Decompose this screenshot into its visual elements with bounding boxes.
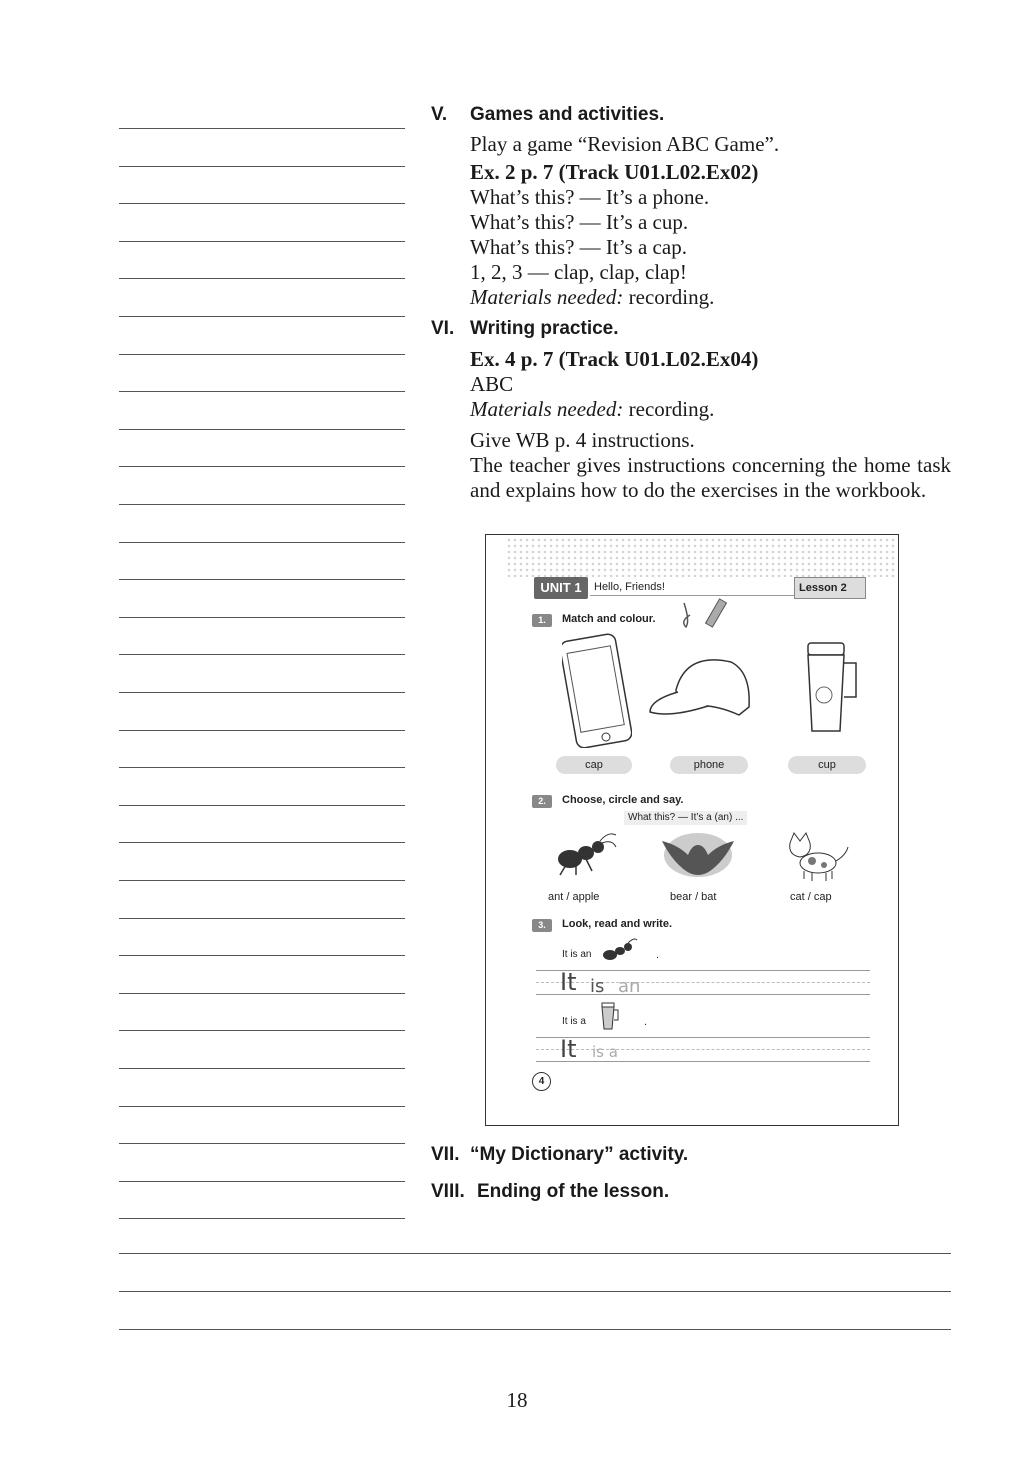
pencil-icon <box>678 597 738 633</box>
materials-label: Materials needed: <box>470 285 624 309</box>
exercise-badge: 1. <box>532 614 552 627</box>
section-viii-heading <box>431 1181 669 1203</box>
section-number: V. <box>431 104 448 125</box>
cup-icon <box>798 637 864 737</box>
trace-word: is <box>590 976 605 997</box>
note-line <box>119 391 405 392</box>
word-pill: phone <box>670 756 748 774</box>
chant-line: What’s this? — It’s a cup. <box>470 210 689 234</box>
unit-title: Hello, Friends! <box>594 581 665 593</box>
decorative-dots <box>506 537 896 577</box>
note-line <box>119 1106 405 1107</box>
materials-line <box>470 285 951 310</box>
note-line <box>119 1181 405 1182</box>
note-line <box>119 278 405 279</box>
trace-word: It <box>560 968 577 996</box>
note-line <box>119 617 405 618</box>
note-line <box>119 203 405 204</box>
exercise-badge: 2. <box>532 795 552 808</box>
cup-small-icon <box>598 1001 622 1031</box>
workbook-page-image <box>485 534 899 1126</box>
ant-small-icon <box>598 937 638 965</box>
materials-label: Materials needed: <box>470 397 624 421</box>
lesson-label: Lesson 2 <box>794 577 866 599</box>
writing-line <box>536 1061 870 1062</box>
materials-value: recording. <box>623 285 715 309</box>
ant-icon <box>552 829 622 879</box>
teacher-paragraph: The teacher gives instructions concerning the home task and explains how to do the exercises in the workbook. <box>470 453 951 502</box>
note-line <box>119 466 405 467</box>
exercise-ref: Ex. 4 p. 7 (Track U01.L02.Ex04) <box>470 347 759 371</box>
sentence-dot: . <box>656 949 660 961</box>
note-line <box>119 1068 405 1069</box>
note-line <box>119 654 405 655</box>
note-line <box>119 918 405 919</box>
note-line <box>119 316 405 317</box>
note-line <box>119 579 405 580</box>
trace-word: an <box>618 976 641 997</box>
note-line-full <box>119 1291 951 1292</box>
cap-icon <box>646 650 756 725</box>
note-line <box>119 128 405 129</box>
sentence-prompt: It is a <box>562 1016 586 1027</box>
phone-icon <box>562 633 632 748</box>
section-title: Ending of the lesson. <box>477 1181 670 1202</box>
cat-icon <box>782 831 852 883</box>
note-line <box>119 166 405 167</box>
writing-line <box>536 994 870 995</box>
note-line <box>119 1218 405 1219</box>
note-line <box>119 993 405 994</box>
chant-line: What’s this? — It’s a phone. <box>470 185 710 209</box>
word-pill: cap <box>556 756 632 774</box>
exercise-title: Choose, circle and say. <box>562 794 684 806</box>
note-line-full <box>119 1253 951 1254</box>
section-vi-heading <box>431 318 619 340</box>
writing-guide <box>536 982 870 983</box>
trace-word: is a <box>592 1043 618 1061</box>
word-choice: bear / bat <box>670 891 717 903</box>
workbook-page-number: 4 <box>532 1072 551 1091</box>
game-line: Play a game “Revision ABC Game”. <box>470 132 780 156</box>
note-line <box>119 504 405 505</box>
header-rule <box>590 595 796 596</box>
section-number: VIII. <box>431 1181 465 1202</box>
note-line <box>119 805 405 806</box>
note-line <box>119 1143 405 1144</box>
note-line <box>119 692 405 693</box>
section-v-heading <box>431 104 664 126</box>
word-choice: ant / apple <box>548 891 600 903</box>
note-line <box>119 429 405 430</box>
note-line <box>119 767 405 768</box>
writing-line <box>536 1037 870 1038</box>
sentence-dot: . <box>644 1016 648 1028</box>
materials-line <box>470 397 951 422</box>
note-line <box>119 1030 405 1031</box>
note-line <box>119 955 405 956</box>
materials-value: recording. <box>623 397 715 421</box>
section-vii-heading <box>431 1144 688 1166</box>
note-line <box>119 730 405 731</box>
page-number: 18 <box>506 1388 528 1412</box>
trace-word: It <box>560 1035 577 1063</box>
word-pill: cup <box>788 756 866 774</box>
note-line <box>119 354 405 355</box>
exercise-title: Match and colour. <box>562 613 656 625</box>
note-line-full <box>119 1329 951 1330</box>
exercise-ref: Ex. 2 p. 7 (Track U01.L02.Ex02) <box>470 160 759 184</box>
section-title: Writing practice. <box>470 318 619 339</box>
note-line <box>119 880 405 881</box>
unit-badge: UNIT 1 <box>534 577 588 599</box>
word-choice: cat / cap <box>790 891 832 903</box>
sentence-prompt: It is an <box>562 949 592 960</box>
section-number: VI. <box>431 318 455 339</box>
bat-icon <box>658 831 734 883</box>
note-line <box>119 842 405 843</box>
exercise-badge: 3. <box>532 919 552 932</box>
section-number: VII. <box>431 1144 460 1165</box>
writing-line <box>536 970 870 971</box>
section-title: “My Dictionary” activity. <box>470 1144 689 1165</box>
note-line <box>119 542 405 543</box>
wb-instructions: Give WB p. 4 instructions. <box>470 428 695 452</box>
chant-line: What’s this? — It’s a cap. <box>470 235 687 259</box>
exercise-title: Look, read and write. <box>562 918 673 930</box>
section-title: Games and activities. <box>470 104 665 125</box>
writing-guide <box>536 1049 870 1050</box>
abc-line: ABC <box>470 372 514 396</box>
chant-line: 1, 2, 3 — clap, clap, clap! <box>470 260 687 284</box>
note-line <box>119 241 405 242</box>
speech-prompt: What this? — It’s a (an) ... <box>624 811 747 825</box>
